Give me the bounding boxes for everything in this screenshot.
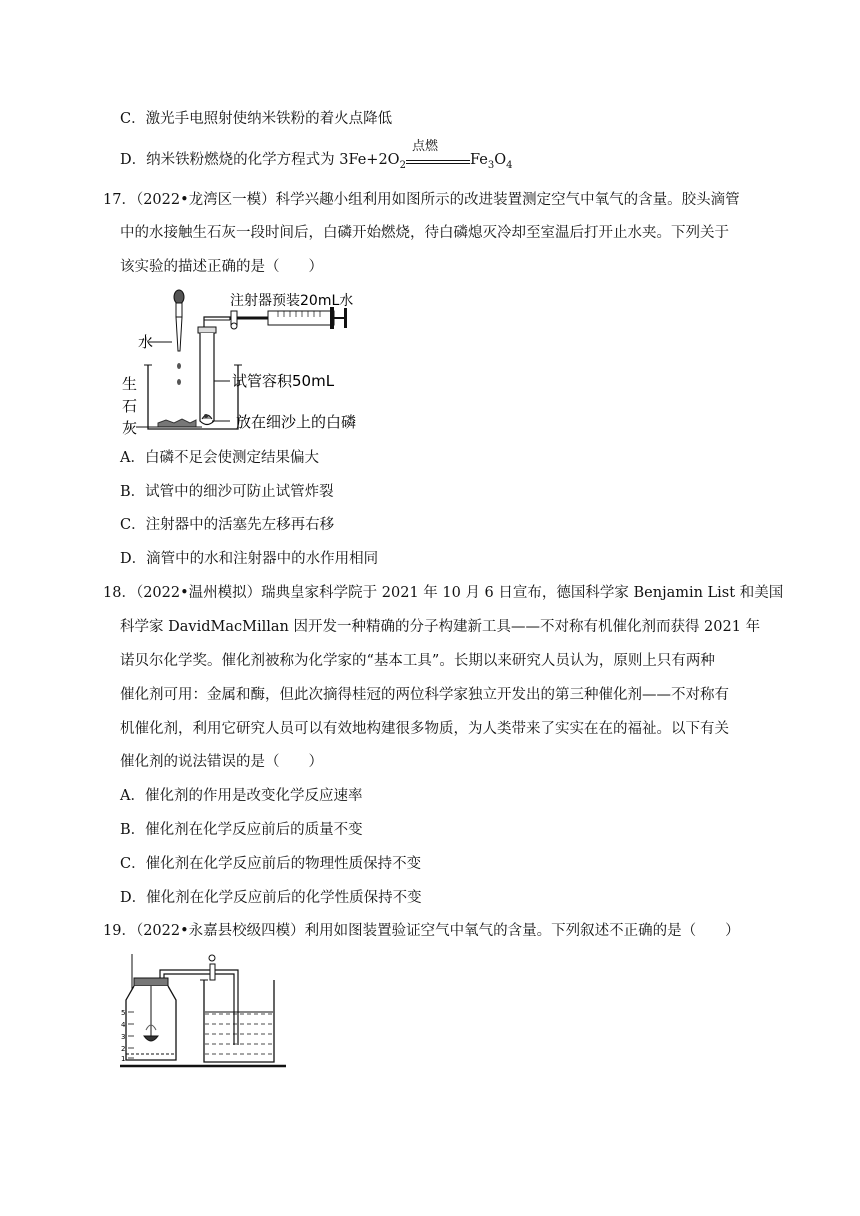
scale-1: 1	[121, 1055, 126, 1063]
scale-2: 2	[121, 1045, 126, 1053]
q18-stem-line4: 催化剂可用：金属和酶，但此次摘得桂冠的两位科学家独立开发出的第三种催化剂——不对称有	[120, 687, 729, 703]
o-subscript: 4	[506, 159, 513, 171]
fe-subscript: 3	[487, 159, 495, 171]
label-lime-2: 石	[122, 397, 138, 415]
q18-stem-line5: 机催化剂，利用它研究人员可以有效地构建很多物质，为人类带来了实实在在的福祉。以下有关	[120, 721, 729, 737]
q16-option-d-prefix: D．纳米铁粉燃烧的化学方程式为 3Fe+2O	[120, 152, 400, 168]
q17-stem-line2: 中的水接触生石灰一段时间后，白磷开始燃烧，待白磷熄灭冷却至室温后打开止水夹。下列关于	[120, 225, 729, 241]
q16-option-c: C．激光手电照射使纳米铁粉的着火点降低	[120, 111, 393, 127]
label-lime-1: 生	[122, 375, 138, 393]
q19-apparatus-diagram	[118, 950, 288, 1075]
q18-option-d: D．催化剂在化学反应前后的化学性质保持不变	[120, 890, 422, 906]
q17-option-d: D．滴管中的水和注射器中的水作用相同	[120, 551, 379, 567]
q17-option-b: B．试管中的细沙可防止试管炸裂	[120, 484, 334, 500]
scale-4: 4	[121, 1021, 126, 1029]
reaction-condition-arrow	[406, 139, 470, 170]
reaction-condition: 点燃	[411, 139, 438, 154]
q18-option-b: B．催化剂在化学反应前后的质量不变	[120, 822, 363, 838]
q17-option-a: A．白磷不足会使测定结果偏大	[120, 450, 319, 466]
q18-option-c: C．催化剂在化学反应前后的物理性质保持不变	[120, 856, 422, 872]
q17-apparatus-diagram	[118, 283, 378, 438]
scale-3: 3	[121, 1033, 126, 1041]
label-phosphorus: 放在细沙上的白磷	[236, 413, 357, 431]
q17-stem-line1: 17．（2022•龙湾区一模）科学兴趣小组利用如图所示的改进装置测定空气中氧气的含量。胶头滴管	[103, 192, 740, 208]
q18-stem-line1: 18．（2022•温州模拟）瑞典皇家科学院于 2021 年 10 月 6 日宣布，德国科学家 Benjamin List 和美国	[103, 585, 784, 601]
q17-option-c: C．注射器中的活塞先左移再右移	[120, 517, 335, 533]
label-syringe: 注射器预装20mL水	[230, 293, 354, 309]
label-water: 水	[138, 333, 154, 351]
label-lime-3: 灰	[122, 419, 138, 437]
q19-stem-line1: 19．（2022•永嘉县校级四模）利用如图装置验证空气中氧气的含量。下列叙述不正确的是（ ）	[103, 923, 740, 939]
label-tube-volume: 试管容积50mL	[232, 372, 335, 390]
q18-stem-line6: 催化剂的说法错误的是（ ）	[120, 754, 323, 770]
scale-5: 5	[121, 1009, 126, 1017]
q18-option-a: A．催化剂的作用是改变化学反应速率	[120, 788, 363, 804]
product-fe: Fe	[469, 152, 488, 168]
q16-option-d	[120, 139, 513, 176]
o2-subscript: 2	[399, 159, 406, 171]
q18-stem-line3: 诺贝尔化学奖。催化剂被称为化学家的“基本工具”。长期以来研究人员认为，原则上只有两种	[120, 653, 715, 669]
product-o: O	[494, 152, 507, 168]
q17-stem-line3: 该实验的描述正确的是（ ）	[120, 259, 323, 275]
q18-stem-line2: 科学家 DavidMacMillan 因开发一种精确的分子构建新工具——不对称有机催化剂而获得 2021 年	[120, 619, 761, 635]
